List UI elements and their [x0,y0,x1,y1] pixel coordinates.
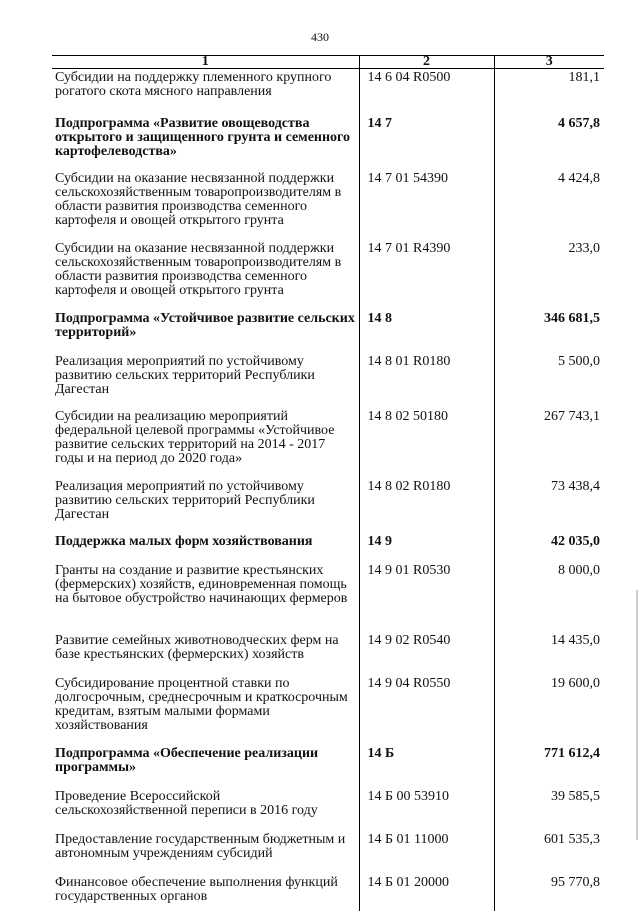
row-code-cell: 14 9 [359,530,494,559]
row-amount-cell: 601 535,3 [494,828,604,871]
row-amount-cell: 8 000,0 [494,559,604,629]
row-code-cell: 14 8 [359,307,494,350]
row-code-cell: 14 Б 00 53910 [359,785,494,828]
table-row [52,828,604,871]
row-code-cell: 14 9 04 R0550 [359,672,494,742]
row-name-cell: Подпрограмма «Развитие овощеводства открытого и защищенного грунта и семенного картофелеводства» [55,115,351,160]
row-amount-cell: 14 435,0 [494,629,604,672]
table-row [52,405,604,475]
row-name-cell: Предоставление государственным бюджетным и автономным учреждениям субсидий [55,831,346,861]
table-header-row [52,56,604,69]
subprogram-row [52,742,604,785]
row-name-cell: Субсидии на поддержку племенного крупного рогатого скота мясного направления [55,70,332,100]
budget-table [52,55,604,911]
table-row [52,475,604,530]
row-name-cell: Субсидии на реализацию мероприятий федеральной целевой программы «Устойчивое развитие сельских территорий на 2014 - 2017 годы и на период до 2020 года» [55,408,335,467]
scan-edge-shadow [636,590,638,840]
row-code-cell: 14 6 04 R0500 [359,69,494,112]
subprogram-row [52,112,604,167]
row-name-cell: Реализация мероприятий по устойчивому развитию сельских территорий Республики Дагестан [55,353,315,398]
row-name-cell: Субсидирование процентной ставки по долгосрочным, среднесрочным и краткосрочным кредитам, взятым малыми формами хозяйствования [55,675,348,734]
row-amount-cell: 181,1 [494,69,604,112]
row-name-cell: Поддержка малых форм хозяйствования [55,533,313,549]
table-row [52,559,604,629]
row-name-cell: Проведение Всероссийской сельскохозяйственной переписи в 2016 году [55,788,318,818]
row-amount-cell: 233,0 [494,237,604,307]
row-amount-cell: 4 657,8 [494,112,604,167]
table-row [52,672,604,742]
column-header-amount: 3 [494,56,604,69]
page-number: 430 [311,30,329,44]
table-row [52,237,604,307]
row-code-cell: 14 8 02 50180 [359,405,494,475]
row-amount-cell: 5 500,0 [494,350,604,405]
row-amount-cell: 39 585,5 [494,785,604,828]
table-row [52,350,604,405]
row-name-cell: Субсидии на оказание несвязанной поддержки сельскохозяйственным товаропроизводителям в области развития производства семенного картофеля и овощей открытого грунта [55,240,342,299]
column-header-code: 2 [359,56,494,69]
row-code-cell: 14 9 01 R0530 [359,559,494,629]
row-code-cell: 14 7 01 54390 [359,167,494,237]
row-code-cell: 14 7 01 R4390 [359,237,494,307]
subprogram-row [52,530,604,559]
subprogram-row [52,307,604,350]
row-amount-cell: 95 770,8 [494,871,604,911]
row-name-cell: Подпрограмма «Обеспечение реализации программы» [55,745,319,775]
row-name-cell: Субсидии на оказание несвязанной поддержки сельскохозяйственным товаропроизводителям в области развития производства семенного картофеля и овощей открытого грунта [55,170,342,229]
row-code-cell: 14 8 01 R0180 [359,350,494,405]
table-row [52,69,604,112]
row-code-cell: 14 Б 01 20000 [359,871,494,911]
row-name-cell: Гранты на создание и развитие крестьянских (фермерских) хозяйств, единовременная помощь на бытовое обустройство начинающих фермеров [55,562,348,607]
row-name-cell: Реализация мероприятий по устойчивому развитию сельских территорий Республики Дагестан [55,478,315,523]
table-row [52,785,604,828]
row-amount-cell: 4 424,8 [494,167,604,237]
row-amount-cell: 42 035,0 [494,530,604,559]
row-code-cell: 14 9 02 R0540 [359,629,494,672]
row-amount-cell: 267 743,1 [494,405,604,475]
row-name-cell: Подпрограмма «Устойчивое развитие сельских территорий» [55,310,355,340]
table-row [52,629,604,672]
row-amount-cell: 19 600,0 [494,672,604,742]
column-header-name: 1 [52,56,359,69]
row-code-cell: 14 8 02 R0180 [359,475,494,530]
row-amount-cell: 73 438,4 [494,475,604,530]
row-name-cell: Развитие семейных животноводческих ферм на базе крестьянских (фермерских) хозяйств [55,632,339,662]
row-name-cell: Финансовое обеспечение выполнения функций государственных органов [55,874,338,904]
row-amount-cell: 771 612,4 [494,742,604,785]
row-code-cell: 14 Б 01 11000 [359,828,494,871]
table-row [52,167,604,237]
row-code-cell: 14 Б [359,742,494,785]
row-amount-cell: 346 681,5 [494,307,604,350]
row-code-cell: 14 7 [359,112,494,167]
